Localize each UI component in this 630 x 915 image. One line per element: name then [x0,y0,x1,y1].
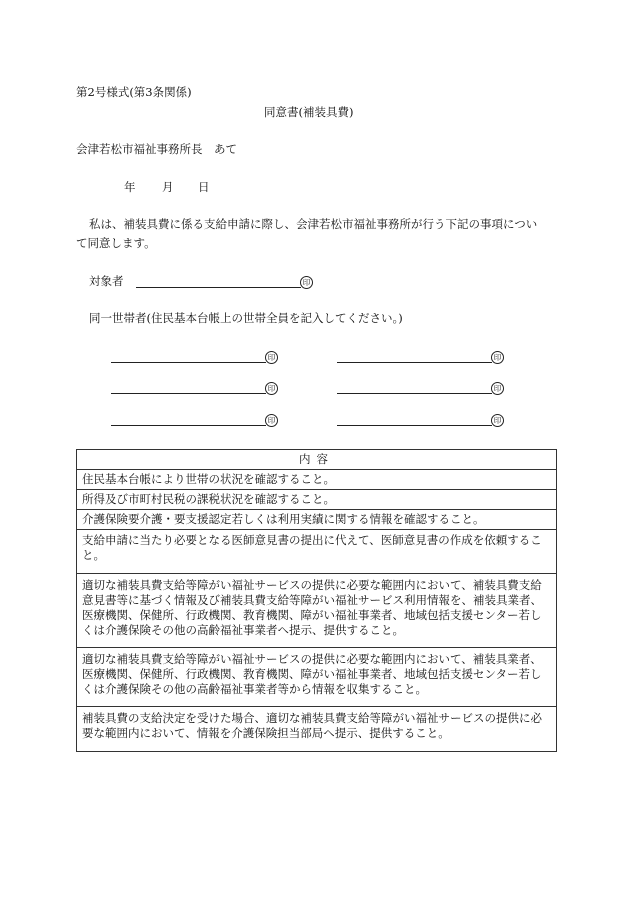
household-seal: 印 [265,414,278,427]
document-title: 同意書(補装具費) [264,105,354,119]
subject-signature-line[interactable] [136,287,301,288]
intro-line-1: 私は、補装具費に係る支給申請に際し、会津若松市福祉事務所が行う下記の事項につい [89,217,538,231]
household-seal: 印 [265,351,278,364]
date-day: 日 [198,180,210,194]
subject-label: 対象者 [89,274,124,288]
household-seal: 印 [265,382,278,395]
subject-seal: 印 [300,276,313,289]
table-row: 適切な補装具費支給等障がい福祉サービスの提供に必要な範囲内において、補装具業者、医療機関、保健所、行政機関、教育機関、障がい福祉事業者、地域包括支援センター若しくは介護保険その他の高齢福祉事業者等から情報を収集すること。 [77,648,557,707]
table-row: 介護保険要介護・要支援認定若しくは利用実績に関する情報を確認すること。 [77,510,557,530]
household-signature-line[interactable] [337,362,492,363]
household-signature-line[interactable] [111,362,266,363]
form-number: 第2号様式(第3条関係) [76,85,192,99]
household-signature-line[interactable] [111,393,266,394]
table-row: 適切な補装具費支給等障がい福祉サービスの提供に必要な範囲内において、補装具費支給意見書等に基づく情報及び補装具費支給等障がい福祉サービス利用情報を、補装具業者、医療機関、保健所、行政機関、教育機関、障がい福祉事業者、地域包括支援センター若しくは介護保険その他の高齢福祉事業者へ提示、提供すること。 [77,574,557,648]
table-header: 内容 [77,450,557,470]
household-signature-line[interactable] [111,425,266,426]
consent-items-table [76,449,557,752]
table-row: 所得及び市町村民税の課税状況を確認すること。 [77,490,557,510]
addressee: 会津若松市福祉事務所長 あて [76,142,237,156]
household-seal: 印 [491,414,504,427]
intro-line-2: て同意します。 [76,236,156,250]
household-seal: 印 [491,382,504,395]
table-row: 補装具費の支給決定を受けた場合、適切な補装具費支給等障がい福祉サービスの提供に必要な範囲内において、情報を介護保険担当部局へ提示、提供すること。 [77,707,557,752]
date-month: 月 [162,180,174,194]
household-signature-line[interactable] [337,425,492,426]
table-row: 住民基本台帳により世帯の状況を確認すること。 [77,470,557,490]
household-signature-line[interactable] [337,393,492,394]
date-year: 年 [124,180,136,194]
household-label: 同一世帯者(住民基本台帳上の世帯全員を記入してください。) [89,311,403,325]
household-seal: 印 [491,351,504,364]
table-row: 支給申請に当たり必要となる医師意見書の提出に代えて、医師意見書の作成を依頼すること。 [77,530,557,574]
